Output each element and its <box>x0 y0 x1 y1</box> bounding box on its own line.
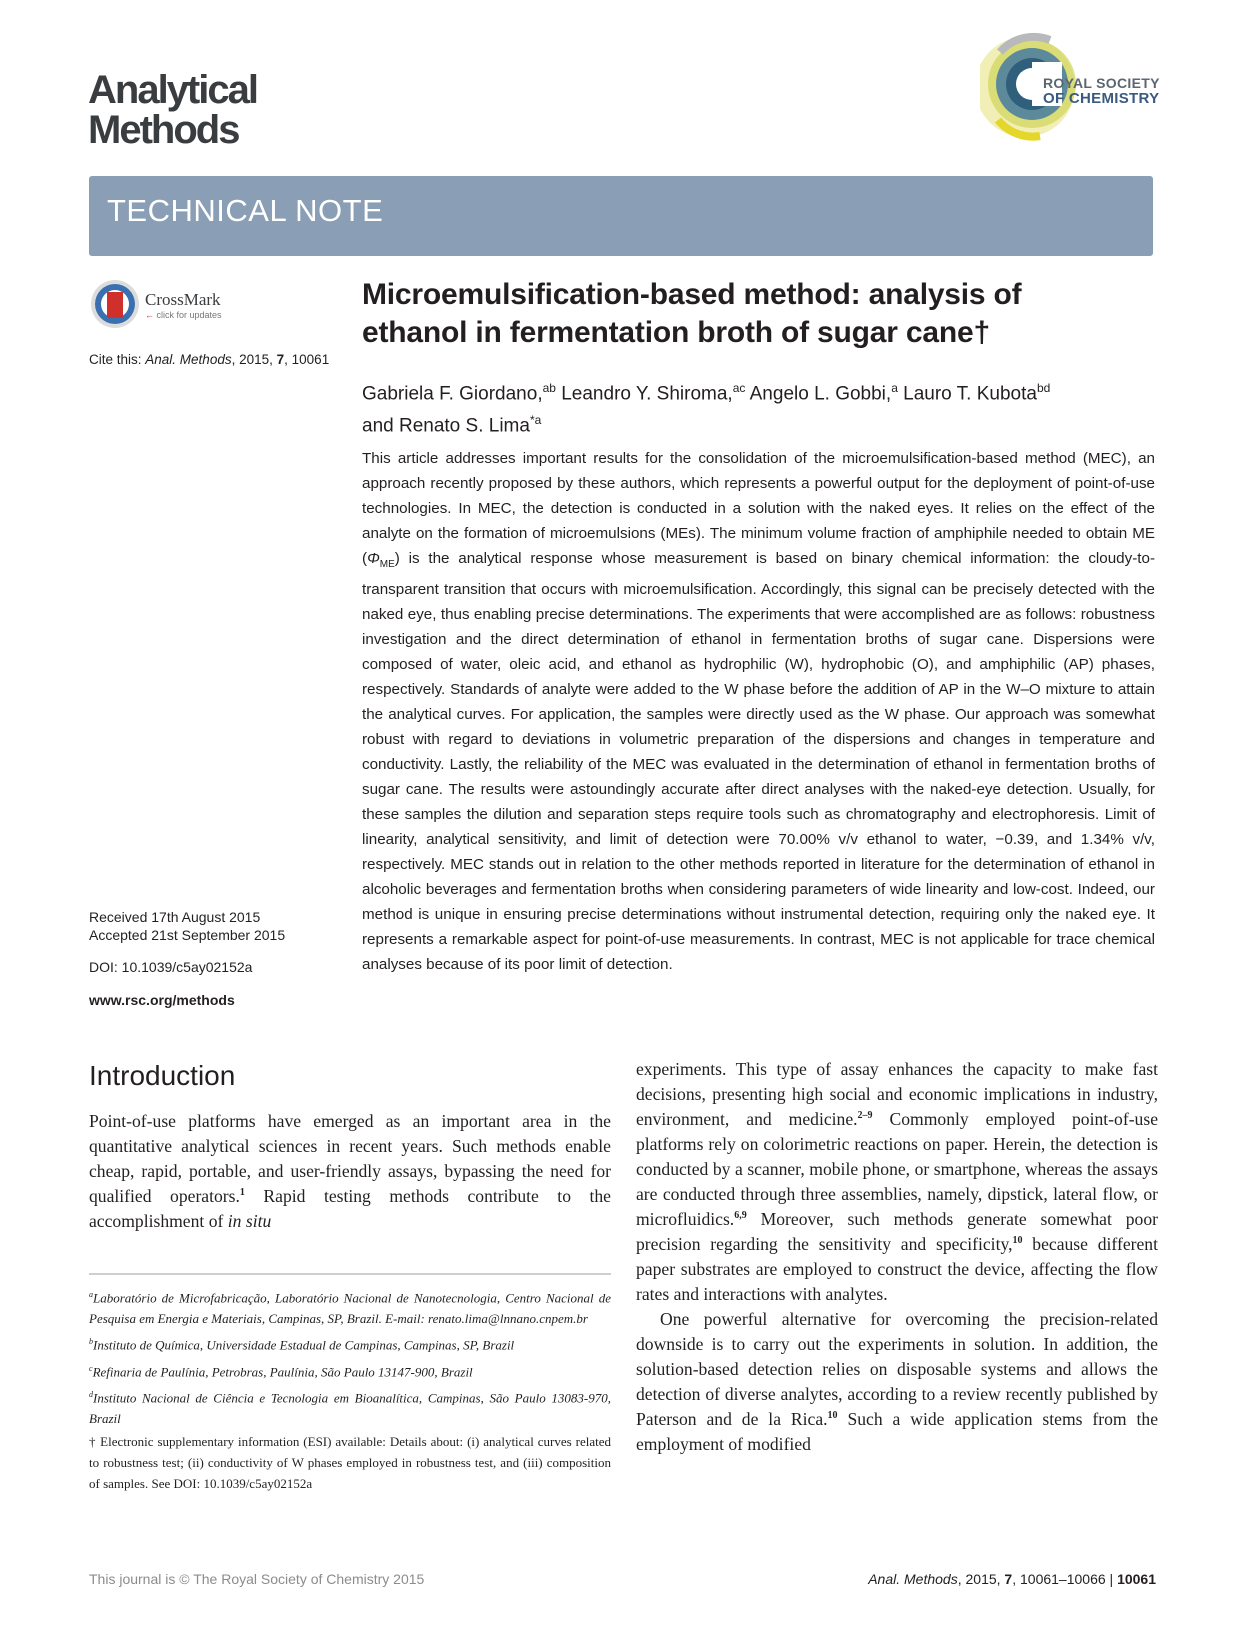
abstract: This article addresses important results for the consolidation of the microemulsification-based method (MEC), an approach recently proposed by these authors, which represents a powerful output for the deployment of point-of-use technologies. In MEC, the detection is conducted in a solution with the naked eyes. It relies on the effect of the analyte on the formation of microemulsions (MEs). The minimum volume fraction of amphiphile needed to obtain ME $(\Phi_{ME})$ is the analytical response whose measurement is based on binary chemical information: the cloudy-to-transparent transition that occurs with microemulsification. Accordingly, this signal can be precisely detected with the naked eye, thus enabling precise determinations. The experiments that were accomplished are as follows: robustness investigation and the direct determination of ethanol in fermentation broths of sugar cane. Dispersions were composed of water, oleic acid, and ethanol as hydrophilic (W), hydrophobic (O), and amphiphilic (AP) phases, respectively. Standards of analyte were added to the W phase before the addition of AP in the W–O mixture to attain the analytical curves. For application, the samples were directly used as the W phase. Our approach was somewhat robust with regard to deviations in volumetric preparation of the dispersions and changes in temperature and conductivity. Lastly, the reliability of the MEC was evaluated in the determination of ethanol in fermentation broths of sugar cane. The results were astoundingly accurate after direct analyses with the naked-eye detection. Usually, for these samples the dilution and separation steps require tools such as chromatography and electrophoresis. Limit of linearity, analytical sensitivity, and limit of detection were 70.00% v/v ethanol to water, −0.39, and 1.34% v/v, respectively. MEC stands out in relation to the other methods reported in literature for the determination of ethanol in alcoholic beverages and fermentation broths when considering parameters of wide linearity and low-cost. Indeed, our method is unique in ensuring precise determinations without instrumental detection, requiring only the naked eye. It represents a remarkable aspect for point-of-use measurements. In contrast, MEC is not applicable for trace chemical analyses because of its poor limit of detection. <box>362 450 1155 974</box>
publisher-line1: ROYAL SOCIETY <box>1043 75 1160 91</box>
footnote: $^d$Instituto Nacional de Ciência e Tecnologia em Bioanalítica, Campinas, São Paulo 13083-970, Brazil <box>89 1389 611 1427</box>
author-affiliation: ab <box>542 381 556 395</box>
footnote-divider <box>89 1273 611 1275</box>
crossmark-icon <box>89 278 141 330</box>
article-title: Microemulsification-based method: analysis of ethanol in fermentation broth of sugar cane† <box>362 278 1022 349</box>
author-name: and Renato S. Lima <box>362 415 530 437</box>
doi[interactable]: DOI: 10.1039/c5ay02152a <box>89 959 253 975</box>
footer-citation: Anal. Methods, 2015, 7, 10061–10066 | 10061 <box>868 1571 1156 1587</box>
author-affiliation: *a <box>529 413 542 428</box>
journal-name: Analytical Methods <box>88 68 257 152</box>
cite-this: Cite this: Anal. Methods, 2015, 7, 10061 <box>89 352 330 367</box>
crossmark-badge[interactable] <box>89 278 249 334</box>
footnotes <box>89 1284 611 1496</box>
intro-left-column: Point-of-use platforms have emerged as an important area in the quantitative analytical sciences in recent years. Such methods enable cheap, rapid, portable, and user-friendly assays, bypassing the need for qualified operators.$^1$ Rapid testing methods contribute to the accomplishment of in situ <box>89 1111 611 1231</box>
intro-right-column: experiments. This type of assay enhances the capacity to make fast decisions, presenting high social and economic implications in industry, environment, and medicine.$^{2-9}$ Commonly employed point-of-use platforms rely on colorimetric reactions on paper. Herein, the detection is conducted by a scanner, mobile phone, or smartphone, whereas the assays are conducted through three assemblies, namely, dipstick, lateral flow, or microfluidics.$^{6,9}$ Moreover, such methods generate somewhat poor precision regarding the sensitivity and specificity,$^{10}$ because different paper substrates are employed to construct the device, affecting the flow rates and interactions with analytes. One powerful alternative for overcoming the precision-related downside is to carry out the experiments in solution. In addition, the solution-based detection relies on disposable systems and allows the detection of diverse analytes, according to a review recently published by Paterson and de la Rica.$^{10}$ Such a wide application stems from the employment of modified <box>636 1059 1159 1454</box>
footnote: $^c$Refinaria de Paulínia, Petrobras, Paulínia, São Paulo 13147-900, Brazil <box>89 1363 473 1379</box>
author-affiliation: ac <box>732 381 746 395</box>
footer-copyright: This journal is © The Royal Society of Chemistry 2015 <box>89 1571 425 1587</box>
section-heading-introduction: Introduction <box>89 1060 236 1091</box>
footnote: $^b$Instituto de Química, Universidade Estadual de Campinas, Campinas, SP, Brazil <box>89 1337 515 1353</box>
author-name: Lauro T. Kubota <box>897 383 1037 405</box>
crossmark-title: CrossMark <box>145 290 221 309</box>
esi-note: † Electronic supplementary information (ESI) available: Details about: (i) analytical curves related to robustness test; (ii) conductivity of W phases employed in robustness test, and (iii) composition of samples. See DOI: 10.1039/c5ay02152a <box>89 1434 611 1492</box>
author-name: Leandro Y. Shiroma, <box>555 383 733 405</box>
author-affiliation: bd <box>1036 381 1051 395</box>
footnote: $^a$Laboratório de Microfabricação, Laboratório Nacional de Nanotecnologia, Centro Nacional de Pesquisa em Energia e Materiais, Campinas, SP, Brazil. E-mail: renato.lima@lnnano.cnpem.br <box>89 1290 611 1327</box>
crossmark-subtitle: ← click for updates <box>145 310 222 320</box>
article-type-label: TECHNICAL NOTE <box>107 193 384 228</box>
accepted-date: Accepted 21st September 2015 <box>89 927 286 943</box>
page-number: 10061 <box>1117 1571 1156 1587</box>
publisher-line2: OF CHEMISTRY <box>1043 90 1160 107</box>
journal-url[interactable]: www.rsc.org/methods <box>89 992 235 1008</box>
received-date: Received 17th August 2015 <box>89 909 261 925</box>
author-affiliation: a <box>891 381 898 395</box>
author-list <box>362 375 1152 440</box>
author-name: Gabriela F. Giordano, <box>362 383 543 405</box>
author-name: Angelo L. Gobbi, <box>745 383 892 405</box>
publisher-name <box>1043 76 1160 106</box>
